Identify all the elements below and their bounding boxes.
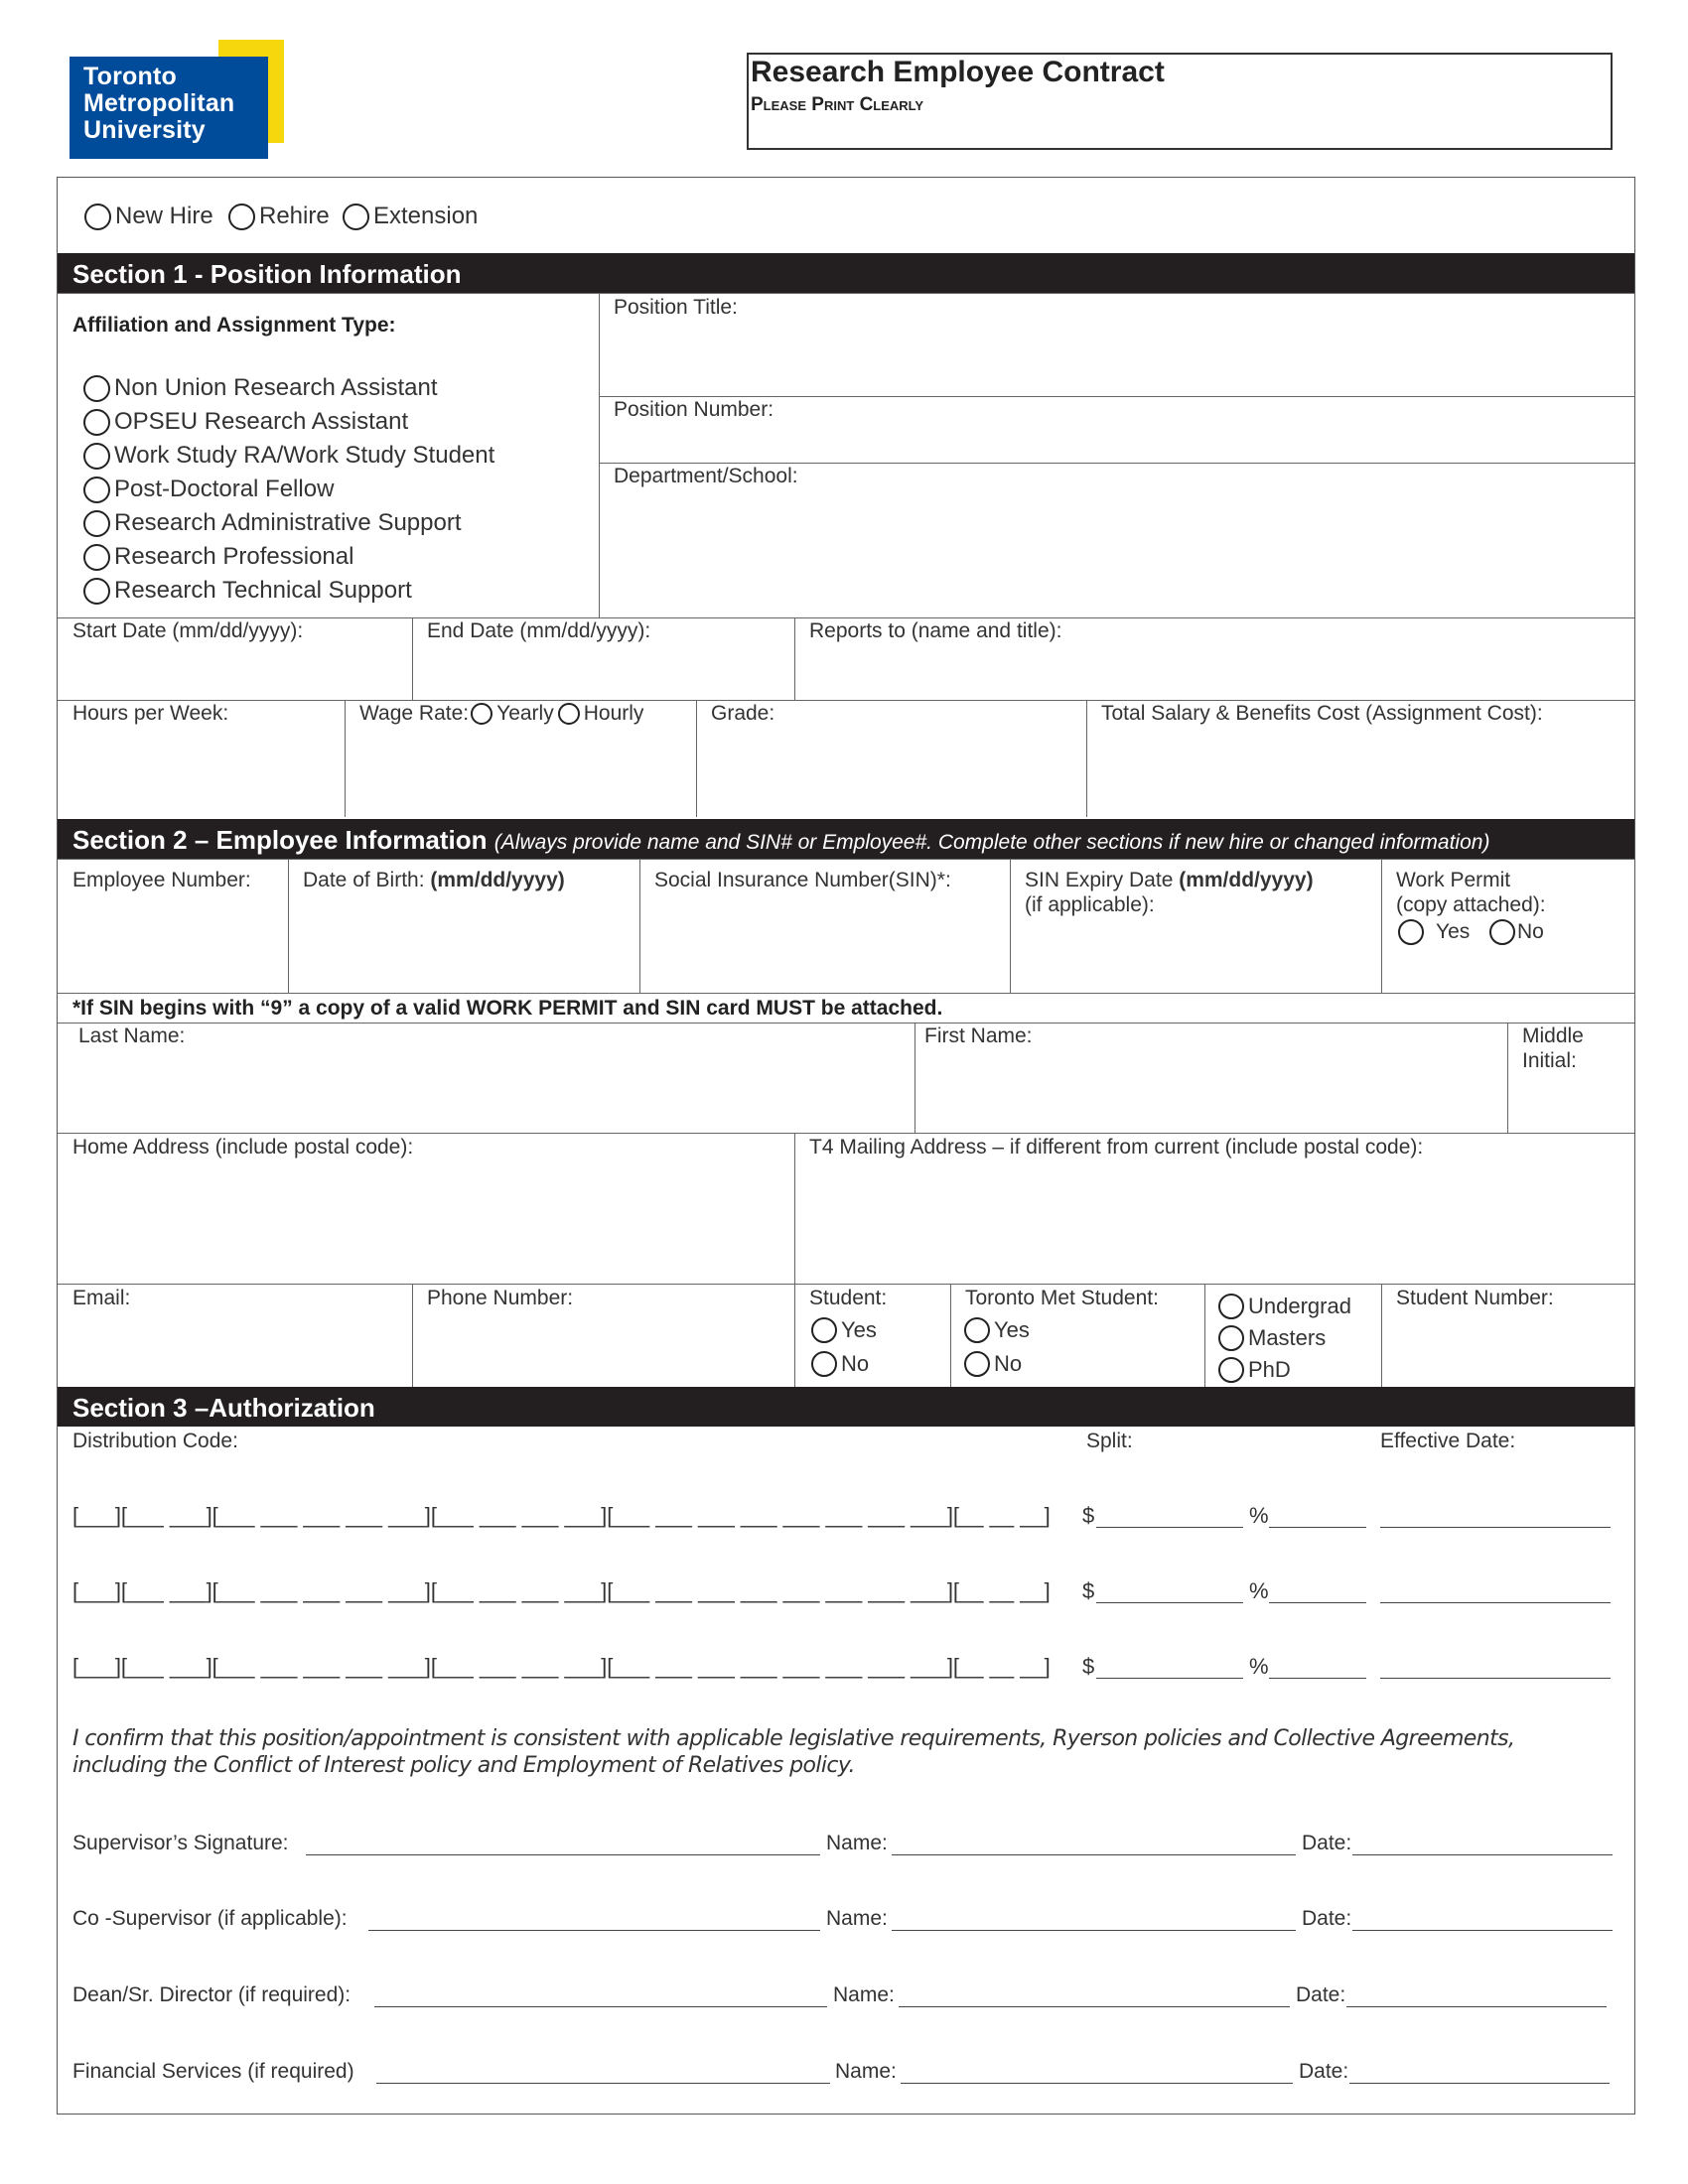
effective-date-label: Effective Date: bbox=[1380, 1430, 1516, 1452]
radio-icon[interactable] bbox=[83, 477, 110, 503]
logo-line-2: Metropolitan bbox=[83, 89, 235, 117]
financial-services-name-input[interactable] bbox=[901, 2083, 1293, 2084]
divider bbox=[639, 859, 640, 993]
distribution-code-input[interactable]: [___][___ ___][___ ___ ___ ___ ___][___ ___ ___ ___][___ ___ ___ ___ ___ ___ ___ ___][__ __ __] bbox=[72, 1503, 1051, 1528]
divider bbox=[950, 1284, 951, 1387]
middle-initial-field[interactable]: Middle bbox=[1522, 1024, 1584, 1047]
percent-sign: % bbox=[1249, 1654, 1269, 1679]
divider bbox=[1507, 1023, 1508, 1133]
no-label: No bbox=[1517, 920, 1544, 943]
radio-icon[interactable] bbox=[84, 204, 111, 230]
wage-rate-field bbox=[359, 702, 643, 726]
co-supervisor-signature-input[interactable] bbox=[368, 1930, 820, 1931]
effective-date-input[interactable] bbox=[1380, 1602, 1611, 1603]
rehire-label: Rehire bbox=[259, 203, 330, 229]
affiliation-label: Affiliation and Assignment Type: bbox=[72, 314, 396, 337]
assignment-type-label: Post-Doctoral Fellow bbox=[114, 476, 335, 502]
financial-services-label: Financial Services (if required) bbox=[72, 2060, 354, 2083]
divider bbox=[288, 859, 289, 993]
section3-title: Section 3 –Authorization bbox=[72, 1393, 375, 1423]
new-hire-option[interactable] bbox=[84, 203, 213, 230]
sin-note: *If SIN begins with “9” a copy of a valid WORK PERMIT and SIN card MUST be attached. bbox=[72, 997, 943, 1020]
split-percent-input[interactable] bbox=[1269, 1678, 1366, 1679]
effective-date-input[interactable] bbox=[1380, 1527, 1611, 1528]
assignment-type-label: OPSEU Research Assistant bbox=[114, 408, 409, 435]
dob-label: Date of Birth: bbox=[303, 869, 431, 891]
no-label: No bbox=[994, 1351, 1023, 1376]
financial-services-signature-input[interactable] bbox=[376, 2083, 830, 2084]
divider bbox=[1010, 859, 1011, 993]
sin-expiry-note: (if applicable): bbox=[1025, 893, 1155, 916]
divider bbox=[1204, 1284, 1205, 1387]
radio-icon[interactable] bbox=[1398, 919, 1424, 945]
assignment-type-label: Research Technical Support bbox=[114, 577, 412, 604]
divider bbox=[58, 993, 1634, 994]
divider bbox=[794, 617, 795, 700]
divider bbox=[696, 700, 697, 817]
section3-header bbox=[58, 1387, 1634, 1427]
hours-per-week-field[interactable]: Hours per Week: bbox=[72, 702, 229, 725]
extension-option[interactable] bbox=[343, 203, 478, 230]
co-supervisor-name-input[interactable] bbox=[892, 1930, 1296, 1931]
home-address-field[interactable]: Home Address (include postal code): bbox=[72, 1136, 414, 1159]
radio-icon[interactable] bbox=[343, 204, 369, 230]
section1-title: Section 1 - Position Information bbox=[72, 259, 462, 289]
distribution-code-input[interactable]: [___][___ ___][___ ___ ___ ___ ___][___ ___ ___ ___][___ ___ ___ ___ ___ ___ ___ ___][__ __ __] bbox=[72, 1578, 1051, 1603]
dean-date-input[interactable] bbox=[1346, 2006, 1607, 2007]
phone-field[interactable]: Phone Number: bbox=[427, 1287, 574, 1309]
date-label: Date: bbox=[1302, 1832, 1352, 1854]
distribution-code-label: Distribution Code: bbox=[72, 1430, 238, 1452]
wage-yearly-label: Yearly bbox=[496, 702, 554, 725]
reports-to-field[interactable]: Reports to (name and title): bbox=[809, 619, 1062, 642]
divider bbox=[58, 1023, 1634, 1024]
divider bbox=[1381, 859, 1382, 993]
position-number-field[interactable]: Position Number: bbox=[614, 398, 774, 421]
tmu-student-label: Toronto Met Student: bbox=[965, 1287, 1159, 1309]
date-label: Date: bbox=[1299, 2060, 1349, 2083]
radio-icon[interactable] bbox=[811, 1351, 837, 1377]
date-label: Date: bbox=[1296, 1983, 1346, 2006]
split-amount-input[interactable] bbox=[1096, 1678, 1243, 1679]
work-permit-note: (copy attached): bbox=[1396, 893, 1546, 916]
assignment-type-label: Work Study RA/Work Study Student bbox=[114, 442, 495, 469]
radio-icon[interactable] bbox=[83, 510, 110, 537]
radio-icon[interactable] bbox=[83, 443, 110, 470]
sin-expiry-label: SIN Expiry Date bbox=[1025, 869, 1180, 891]
section1-header bbox=[58, 253, 1634, 293]
effective-date-input[interactable] bbox=[1380, 1678, 1611, 1679]
radio-icon[interactable] bbox=[83, 375, 110, 402]
radio-icon[interactable] bbox=[471, 703, 492, 725]
dob-format: (mm/dd/yyyy) bbox=[430, 869, 565, 891]
dollar-sign: $ bbox=[1082, 1503, 1095, 1528]
divider bbox=[58, 293, 1634, 294]
student-yes[interactable] bbox=[811, 1317, 877, 1343]
university-logo bbox=[70, 40, 284, 159]
name-label: Name: bbox=[826, 1907, 888, 1930]
extension-label: Extension bbox=[373, 203, 479, 229]
radio-icon[interactable] bbox=[83, 578, 110, 605]
split-label: Split: bbox=[1086, 1430, 1133, 1452]
date-of-birth-field[interactable] bbox=[303, 869, 565, 892]
total-cost-field[interactable]: Total Salary & Benefits Cost (Assignment Cost): bbox=[1101, 702, 1543, 725]
divider bbox=[914, 1023, 915, 1133]
dollar-sign: $ bbox=[1082, 1578, 1095, 1603]
tmu-student-no[interactable] bbox=[964, 1351, 1022, 1377]
middle-initial-label: Initial: bbox=[1522, 1049, 1577, 1072]
co-supervisor-label: Co -Supervisor (if applicable): bbox=[72, 1907, 348, 1930]
radio-icon[interactable] bbox=[83, 544, 110, 571]
wage-rate-label: Wage Rate: bbox=[359, 702, 470, 725]
percent-sign: % bbox=[1249, 1578, 1269, 1603]
employee-number-field[interactable]: Employee Number: bbox=[72, 869, 251, 891]
radio-icon[interactable] bbox=[1218, 1357, 1244, 1383]
no-label: No bbox=[841, 1351, 870, 1376]
supervisor-date-input[interactable] bbox=[1352, 1854, 1613, 1855]
level-undergrad[interactable] bbox=[1218, 1294, 1351, 1319]
grade-field[interactable]: Grade: bbox=[711, 702, 775, 725]
assignment-type-option[interactable] bbox=[83, 543, 353, 571]
assignment-type-option[interactable] bbox=[83, 442, 494, 470]
undergrad-label: Undergrad bbox=[1248, 1294, 1351, 1318]
t4-address-field[interactable]: T4 Mailing Address – if different from current (include postal code): bbox=[809, 1136, 1424, 1159]
divider bbox=[58, 1133, 1634, 1134]
radio-icon[interactable] bbox=[558, 703, 580, 725]
assignment-type-option[interactable] bbox=[83, 408, 408, 436]
tmu-student-yes[interactable] bbox=[964, 1317, 1030, 1343]
radio-icon[interactable] bbox=[228, 204, 255, 230]
assignment-type-label: Non Union Research Assistant bbox=[114, 374, 438, 401]
radio-icon[interactable] bbox=[1218, 1294, 1244, 1319]
masters-label: Masters bbox=[1248, 1325, 1327, 1350]
start-date-field[interactable]: Start Date (mm/dd/yyyy): bbox=[72, 619, 304, 642]
supervisor-name-input[interactable] bbox=[892, 1854, 1296, 1855]
yes-label: Yes bbox=[841, 1317, 877, 1342]
supervisor-signature-input[interactable] bbox=[306, 1854, 820, 1855]
divider bbox=[58, 617, 1634, 618]
logo-line-1: Toronto bbox=[83, 63, 177, 90]
form-title: Research Employee Contract bbox=[751, 56, 1165, 88]
rehire-option[interactable] bbox=[228, 203, 330, 230]
yes-label: Yes bbox=[994, 1317, 1030, 1342]
assignment-type-option[interactable] bbox=[83, 476, 334, 503]
radio-icon[interactable] bbox=[83, 409, 110, 436]
section2-header bbox=[58, 819, 1634, 859]
divider bbox=[599, 293, 600, 617]
name-label: Name: bbox=[833, 1983, 895, 2006]
section2-note: (Always provide name and SIN# or Employee#. Complete other sections if new hire or changed information) bbox=[493, 831, 1490, 854]
radio-icon[interactable] bbox=[1218, 1325, 1244, 1351]
distribution-code-input[interactable]: [___][___ ___][___ ___ ___ ___ ___][___ ___ ___ ___][___ ___ ___ ___ ___ ___ ___ ___][__ __ __] bbox=[72, 1654, 1051, 1679]
dean-name-input[interactable] bbox=[899, 2006, 1290, 2007]
split-amount-input[interactable] bbox=[1096, 1602, 1243, 1603]
divider bbox=[1086, 700, 1087, 817]
form-subtitle: Please Print Clearly bbox=[751, 94, 924, 115]
assignment-type-option[interactable] bbox=[83, 374, 438, 402]
divider bbox=[1381, 1284, 1382, 1387]
name-label: Name: bbox=[826, 1832, 888, 1854]
logo-line-3: University bbox=[83, 116, 206, 144]
student-label: Student: bbox=[809, 1287, 888, 1309]
last-name-field[interactable]: Last Name: bbox=[78, 1024, 186, 1047]
department-field[interactable]: Department/School: bbox=[614, 465, 798, 487]
divider bbox=[599, 463, 1634, 464]
divider bbox=[599, 396, 1634, 397]
date-label: Date: bbox=[1302, 1907, 1352, 1930]
divider bbox=[58, 700, 1634, 701]
student-number-field[interactable]: Student Number: bbox=[1396, 1287, 1554, 1309]
email-field[interactable]: Email: bbox=[72, 1287, 131, 1309]
dean-signature-input[interactable] bbox=[374, 2006, 827, 2007]
dean-label: Dean/Sr. Director (if required): bbox=[72, 1983, 352, 2006]
first-name-field[interactable]: First Name: bbox=[924, 1024, 1033, 1047]
divider bbox=[345, 700, 346, 817]
level-phd[interactable] bbox=[1218, 1357, 1291, 1383]
financial-services-date-input[interactable] bbox=[1349, 2083, 1610, 2084]
supervisor-signature-label: Supervisor’s Signature: bbox=[72, 1832, 289, 1854]
divider bbox=[58, 1284, 1634, 1285]
sin-field[interactable]: Social Insurance Number(SIN)*: bbox=[654, 869, 951, 891]
split-amount-input[interactable] bbox=[1096, 1527, 1243, 1528]
radio-icon[interactable] bbox=[964, 1317, 990, 1343]
split-percent-input[interactable] bbox=[1269, 1602, 1366, 1603]
work-permit-no[interactable] bbox=[1489, 919, 1544, 945]
end-date-field[interactable]: End Date (mm/dd/yyyy): bbox=[427, 619, 651, 642]
percent-sign: % bbox=[1249, 1503, 1269, 1528]
split-percent-input[interactable] bbox=[1269, 1527, 1366, 1528]
divider bbox=[412, 1284, 413, 1387]
assignment-type-label: Research Administrative Support bbox=[114, 509, 462, 536]
divider bbox=[412, 617, 413, 700]
assignment-type-option[interactable] bbox=[83, 509, 462, 537]
assignment-type-option[interactable] bbox=[83, 577, 412, 605]
confirmation-statement: I confirm that this position/appointment is consistent with applicable legislative requirements, Ryerson policies and Collective Agreements, including the Conflict of Interest policy and Employment of Relatives policy. bbox=[72, 1726, 1515, 1778]
section2-title-text: Section 2 – Employee Information bbox=[72, 825, 488, 855]
sin-expiry-format: (mm/dd/yyyy) bbox=[1179, 869, 1314, 891]
title-box bbox=[747, 53, 1613, 150]
dollar-sign: $ bbox=[1082, 1654, 1095, 1679]
assignment-type-label: Research Professional bbox=[114, 543, 354, 570]
divider bbox=[58, 859, 1634, 860]
work-permit-yes[interactable] bbox=[1398, 919, 1470, 945]
student-no[interactable] bbox=[811, 1351, 869, 1377]
new-hire-label: New Hire bbox=[115, 203, 213, 229]
work-permit-label: Work Permit bbox=[1396, 869, 1511, 891]
phd-label: PhD bbox=[1248, 1357, 1291, 1382]
co-supervisor-date-input[interactable] bbox=[1352, 1930, 1613, 1931]
radio-icon[interactable] bbox=[1489, 919, 1515, 945]
section2-title bbox=[72, 825, 1489, 856]
yes-label: Yes bbox=[1436, 920, 1471, 943]
radio-icon[interactable] bbox=[811, 1317, 837, 1343]
wage-hourly-label: Hourly bbox=[583, 702, 644, 725]
radio-icon[interactable] bbox=[964, 1351, 990, 1377]
name-label: Name: bbox=[835, 2060, 897, 2083]
level-masters[interactable] bbox=[1218, 1325, 1326, 1351]
divider bbox=[794, 1133, 795, 1387]
sin-expiry-field[interactable] bbox=[1025, 869, 1314, 892]
position-title-field[interactable]: Position Title: bbox=[614, 296, 738, 319]
